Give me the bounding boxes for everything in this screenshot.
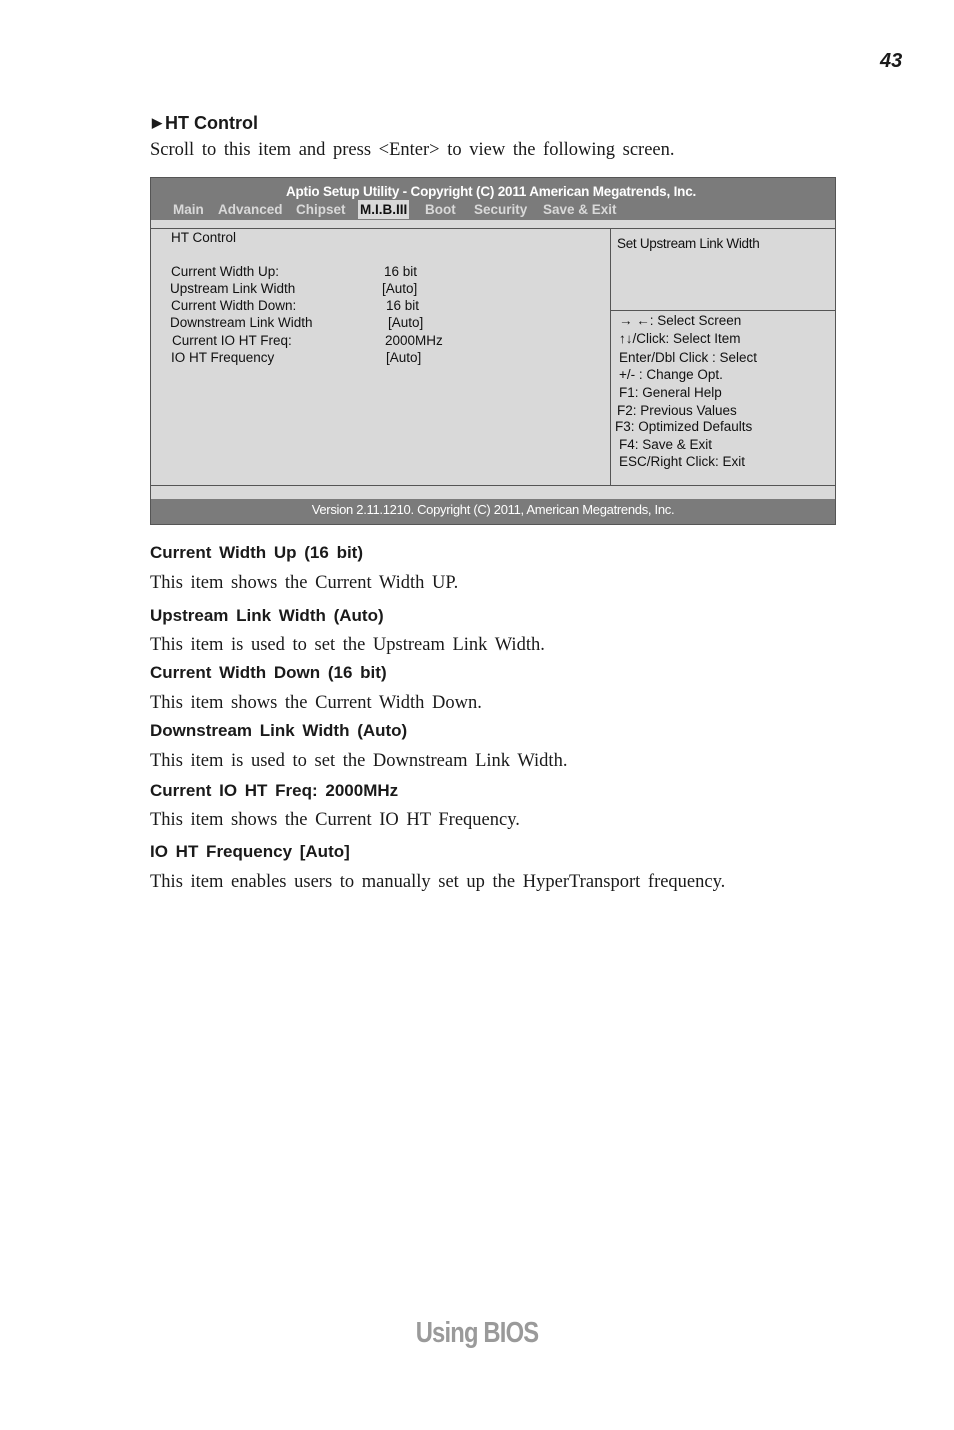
- tab-mib-iii[interactable]: M.I.B.III: [360, 202, 408, 217]
- bios-title: [151, 184, 835, 199]
- setting-label[interactable]: IO HT Frequency: [171, 350, 275, 365]
- item-description: This item is used to set the Downstream Link Width.: [150, 751, 568, 771]
- bios-help-divider: [611, 310, 835, 311]
- tab-boot[interactable]: Boot: [425, 202, 456, 217]
- key-hint: +/- : Change Opt.: [619, 367, 723, 382]
- section-heading: [152, 113, 258, 134]
- setting-value: 2000MHz: [385, 333, 443, 348]
- item-heading: Current Width Up (16 bit): [150, 543, 363, 562]
- item-heading: Downstream Link Width (Auto): [150, 721, 408, 740]
- tab-advanced[interactable]: Advanced: [218, 202, 283, 217]
- item-heading: Current Width Down (16 bit): [150, 663, 387, 682]
- key-hint: Enter/Dbl Click : Select: [619, 350, 758, 365]
- setting-value[interactable]: [Auto]: [382, 281, 418, 296]
- setting-value: 16 bit: [386, 298, 420, 313]
- bios-panel-title: HT Control: [171, 230, 237, 245]
- setting-value: 16 bit: [384, 264, 418, 279]
- bios-divider: [151, 220, 835, 229]
- triangle-right-icon: ▶: [152, 115, 162, 130]
- setting-value[interactable]: [Auto]: [386, 350, 422, 365]
- tab-main[interactable]: Main: [173, 202, 204, 217]
- key-hint: F1: General Help: [619, 385, 722, 400]
- item-description: This item shows the Current Width Down.: [150, 693, 482, 713]
- item-heading: IO HT Frequency [Auto]: [150, 842, 350, 861]
- section-heading-text: HT Control: [165, 113, 258, 133]
- key-hint: ESC/Right Click: Exit: [619, 454, 746, 469]
- key-hint: → ←: Select Screen: [619, 313, 742, 328]
- bios-header: [151, 178, 835, 220]
- setting-label: Current Width Up:: [171, 264, 280, 279]
- item-heading: Current IO HT Freq: 2000MHz: [150, 781, 399, 800]
- tab-security[interactable]: Security: [474, 202, 528, 217]
- bios-vertical-divider: [610, 229, 611, 485]
- bios-screenshot: [150, 177, 836, 525]
- setting-value[interactable]: [Auto]: [388, 315, 424, 330]
- page-number: 43: [880, 50, 903, 72]
- page-footer-title: Using BIOS: [415, 1317, 539, 1349]
- setting-label: Current Width Down:: [171, 298, 297, 313]
- key-hint: F3: Optimized Defaults: [615, 419, 753, 434]
- section-intro: Scroll to this item and press <Enter> to view the following screen.: [150, 140, 675, 160]
- key-hint: F2: Previous Values: [617, 403, 737, 418]
- bios-help-text: Set Upstream Link Width: [617, 236, 760, 251]
- setting-label[interactable]: Downstream Link Width: [170, 315, 313, 330]
- item-heading: Upstream Link Width (Auto): [150, 606, 384, 625]
- key-hint: F4: Save & Exit: [619, 437, 713, 452]
- tab-chipset[interactable]: Chipset: [296, 202, 346, 217]
- key-hint: ↑↓/Click: Select Item: [619, 331, 741, 346]
- setting-label[interactable]: Upstream Link Width: [170, 281, 296, 296]
- bios-settings-panel: [151, 229, 609, 485]
- tab-save-exit[interactable]: Save & Exit: [543, 202, 617, 217]
- setting-label: Current IO HT Freq:: [172, 333, 292, 348]
- bios-title-text: Aptio Setup Utility - Copyright (C) 2011 American Megatrends, Inc.: [285, 184, 697, 199]
- bios-version-bar: Version 2.11.1210. Copyright (C) 2011, American Megatrends, Inc.: [151, 499, 835, 524]
- item-description: This item shows the Current Width UP.: [150, 573, 459, 593]
- bios-bottom-divider: [151, 485, 835, 486]
- item-description: This item is used to set the Upstream Link Width.: [150, 635, 545, 655]
- item-description: This item shows the Current IO HT Frequency.: [150, 810, 520, 830]
- item-description: This item enables users to manually set up the HyperTransport frequency.: [150, 872, 726, 892]
